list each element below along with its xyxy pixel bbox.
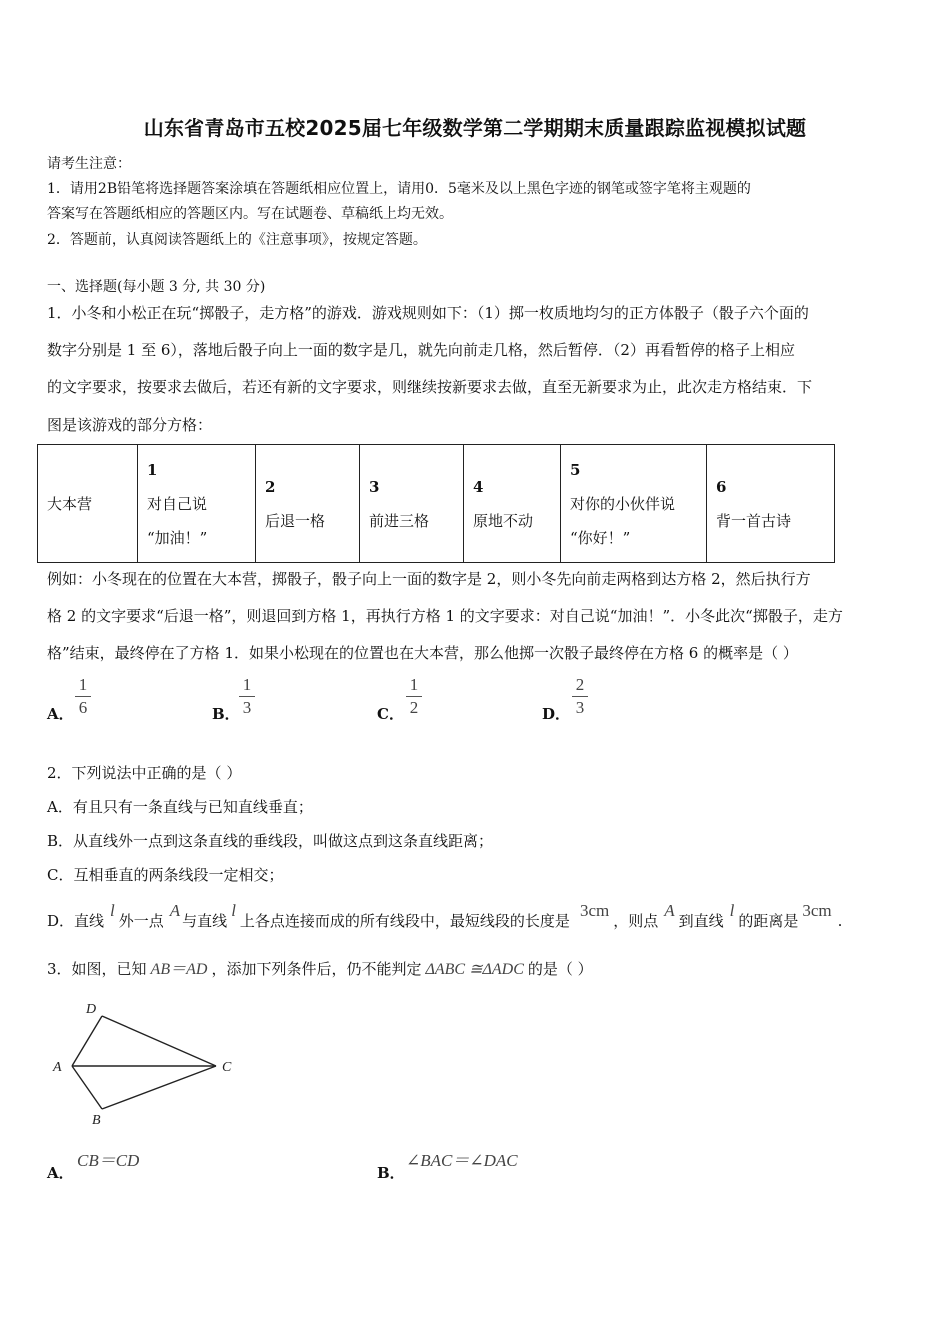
q1-option-a-fraction[interactable] [73, 676, 93, 717]
segment-ad [72, 1016, 102, 1066]
grid-cell-base-text: 大本营 [47, 494, 93, 513]
q1-line-1: 1．小冬和小松正在玩“掷骰子，走方格”的游戏．游戏规则如下：（1）掷一枚质地均匀的正方体骰子（骰子六个面的 [47, 304, 809, 322]
segment-dc [102, 1016, 216, 1066]
fraction-bar [239, 696, 255, 697]
notice-line-2: 答案写在答题纸相应的答题区内。写在试题卷、草稿纸上均无效。 [47, 206, 453, 222]
q2-d-text-6: 到直线 [678, 912, 724, 930]
q3-text-3: 的是（ ） [527, 960, 593, 978]
grid-cell-1 [138, 445, 256, 563]
q3-triangle-figure [44, 996, 244, 1128]
grid-cell-5-quote: “你好！” [570, 528, 631, 547]
grid-cell-4-text: 原地不动 [473, 511, 534, 530]
q3-option-b-label[interactable]: B． [377, 1164, 405, 1182]
q1-example-line-3: 格”结束，最终停在了方格 1．如果小松现在的位置也在大本营，那么他掷一次骰子最终停在方格 6 的概率是（ ） [47, 644, 798, 662]
q1-option-c-label[interactable]: C． [377, 705, 404, 723]
q1-option-b-label[interactable]: B． [212, 705, 240, 723]
fraction-numerator: 1 [242, 675, 252, 694]
q2-d-text-8: . [837, 912, 843, 930]
vertex-label-a: A [53, 1060, 62, 1075]
fraction-numerator: 1 [409, 675, 419, 694]
q1-example-line-1: 例如：小冬现在的位置在大本营，掷骰子，骰子向上一面的数字是 2，则小冬先向前走两格到达方格 2，然后执行方 [47, 570, 811, 588]
q2-d-math-l: l [231, 901, 236, 920]
fraction-denominator: 3 [575, 698, 585, 717]
q3-text-1: 3．如图，已知 [47, 960, 147, 978]
vertex-label-c: C [222, 1060, 232, 1075]
vertex-label-d: D [86, 1002, 97, 1017]
fraction-denominator: 2 [409, 698, 419, 717]
q3-option-a-label[interactable]: A． [47, 1164, 74, 1182]
q2-d-text-1: D．直线 [47, 912, 105, 930]
vertex-label-b: B [92, 1113, 101, 1128]
grid-cell-5-number: 5 [570, 460, 581, 479]
q1-option-d-fraction[interactable] [570, 676, 590, 717]
grid-cell-3-text: 前进三格 [369, 511, 430, 530]
segment-bc [102, 1066, 216, 1109]
q2-d-text-4: 上各点连接而成的所有线段中，最短线段的长度是 [239, 912, 570, 930]
grid-cell-6 [707, 445, 835, 563]
fraction-bar [406, 696, 422, 697]
fraction-denominator: 3 [242, 698, 252, 717]
q2-d-math-3cm: 3cm [579, 901, 610, 920]
grid-cell-4-number: 4 [473, 477, 484, 496]
q3-option-b-math[interactable]: ∠BAC＝∠DAC [406, 1151, 518, 1170]
grid-cell-1-quote: “加油！” [147, 528, 208, 547]
q2-stem: 2．下列说法中正确的是（ ） [47, 764, 242, 782]
q2-d-math-a: A [664, 901, 675, 920]
grid-cell-3-number: 3 [369, 477, 380, 496]
q2-d-text-3: 与直线 [182, 912, 228, 930]
q2-d-text-7: 的距离是 [738, 912, 799, 930]
q3-math-congruent: ΔABC ≅ΔADC [425, 961, 524, 978]
q1-line-2: 数字分别是 1 至 6），落地后骰子向上一面的数字是几，就先向前走几格，然后暂停．（2）再看暂停的格子上相应 [47, 341, 795, 359]
q2-option-b[interactable]: B．从直线外一点到这条直线的垂线段，叫做这点到这条直线距离； [47, 832, 494, 850]
q1-option-c-fraction[interactable] [404, 676, 424, 717]
game-grid-table [37, 444, 835, 563]
q1-line-3: 的文字要求，按要求去做后，若还有新的文字要求，则继续按新要求去做，直至无新要求为止，此次走方格结束．下 [47, 378, 813, 396]
q1-example-line-2: 格 2 的文字要求“后退一格”，则退回到方格 1，再执行方格 1 的文字要求：对自己说“加油！”．小冬此次“掷骰子，走方 [47, 607, 843, 625]
q2-option-c[interactable]: C．互相垂直的两条线段一定相交； [47, 866, 284, 884]
grid-cell-6-number: 6 [716, 477, 727, 496]
grid-cell-3 [360, 445, 464, 563]
grid-cell-2 [256, 445, 360, 563]
grid-cell-5-text: 对你的小伙伴说 [570, 494, 676, 513]
grid-cell-2-number: 2 [265, 477, 276, 496]
q2-d-text-2: 外一点 [118, 912, 164, 930]
fraction-numerator: 2 [575, 675, 585, 694]
q2-d-math-l: l [729, 901, 735, 920]
fraction-numerator: 1 [78, 675, 88, 694]
q2-d-math-3cm: 3cm [802, 901, 832, 920]
page-title: 山东省青岛市五校2025届七年级数学第二学期期末质量跟踪监视模拟试题 [143, 116, 807, 140]
grid-cell-4 [464, 445, 561, 563]
grid-cell-5 [561, 445, 707, 563]
q1-option-a-label[interactable]: A． [47, 705, 74, 723]
notice-heading: 请考生注意： [47, 156, 131, 172]
fraction-bar [75, 696, 91, 697]
q2-d-math-a: A [169, 901, 181, 920]
segment-ab [72, 1066, 102, 1109]
q2-d-text-5: ，则点 [613, 912, 659, 930]
grid-cell-6-text: 背一首古诗 [716, 511, 792, 530]
grid-cell-2-text: 后退一格 [265, 511, 326, 530]
grid-cell-1-number: 1 [147, 460, 158, 479]
q3-text-2: ，添加下列条件后，仍不能判定 [211, 960, 422, 978]
fraction-denominator: 6 [78, 698, 88, 717]
q3-math-ab-ad: AB＝AD [150, 961, 208, 978]
q3-option-a-math[interactable]: CB＝CD [77, 1151, 140, 1170]
q2-d-math-l: l [110, 901, 115, 920]
grid-cell-base [38, 445, 138, 563]
notice-line-1: 1．请用2B铅笔将选择题答案涂填在答题纸相应位置上，请用0．5毫米及以上黑色字迹的钢笔或签字笔将主观题的 [47, 181, 751, 197]
q1-option-b-fraction[interactable] [237, 676, 257, 717]
section-heading: 一、选择题(每小题 3 分, 共 30 分) [47, 279, 266, 295]
q3-stem [47, 956, 593, 979]
q1-option-d-label[interactable]: D． [542, 705, 571, 723]
notice-line-3: 2．答题前，认真阅读答题纸上的《注意事项》，按规定答题。 [47, 232, 427, 248]
q2-option-d[interactable] [47, 901, 843, 931]
q2-option-a[interactable]: A．有且只有一条直线与已知直线垂直； [47, 798, 313, 816]
grid-cell-1-text: 对自己说 [147, 494, 208, 513]
fraction-bar [572, 696, 588, 697]
q1-line-4: 图是该游戏的部分方格： [47, 416, 213, 434]
